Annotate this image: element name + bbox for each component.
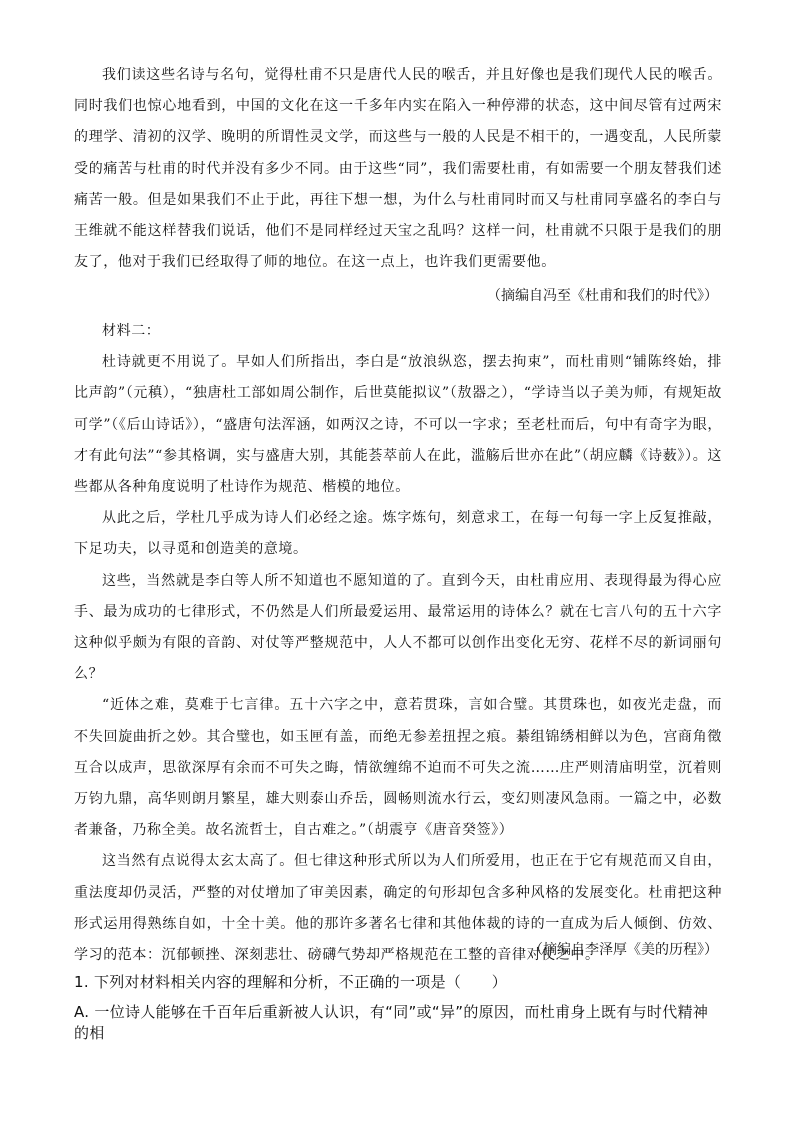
quotation-paragraph: “近体之难，莫难于七言律。五十六字之中，意若贯珠，言如合璧。其贯珠也，如夜光走盘，而不失回旋曲折之妙。其合璧也，如玉匣有盖，而绝无参差扭捏之痕。綦组锦绣相鲜以为色，宫商角徵互合以成声，思欲深厚有余而不可失之晦，情欲缠绵不迫而不可失之流……庄严则清庙明堂，沉着则万钧九鼎，高华则朗月繁星，雄大则泰山乔岳，圆畅则流水行云，变幻则凄风急雨。一篇之中，必数者兼备，乃称全美。故名流哲士，自古难之。”（胡震亨《唐音癸签》） <box>74 697 722 839</box>
paragraph: 这当然有点说得太玄太高了。但七律这种形式所以为人们所爱用，也正在于它有规范而又自由，重法度却仍灵活，严整的对仗增加了审美因素，确定的句形却包含多种风格的发展变化。杜甫把这种形式运用得熟练自如，十全十美。他的那许多著名七律和其他体裁的诗的一直成为后人倾倒、仿效、学习的范本：沉郁顿挫、深刻悲壮、磅礴气势却严格规范在工整的音律对仗之中。 <box>74 853 722 964</box>
passage-part-1 <box>74 60 722 278</box>
material-heading: 材料二： <box>102 323 161 339</box>
question-option-a: A. 一位诗人能够在千百年后重新被人认识，有“同”或“异”的原因，而杜甫身上既有与时代精神的相 <box>74 1003 709 1042</box>
source-citation <box>74 284 722 308</box>
source-text: （摘编自冯至《杜甫和我们的时代》） <box>487 288 718 304</box>
paragraph: 这些，当然就是李白等人所不知道也不愿知道的了。直到今天，由杜甫应用、表现得最为得心应手、最为成功的七律形式，不仍然是人们所最爱运用、最常运用的诗体么？就在七言八句的五十六字这种似乎颇为有限的音韵、对仗等严整规范中，人人不都可以创作出变化无穷、花样不尽的新词丽句么？ <box>74 572 722 683</box>
source-text: （摘编自李泽厚《美的历程》） <box>529 942 718 958</box>
paragraph: 杜诗就更不用说了。早如人们所指出，李白是“放浪纵恣，摆去拘束”，而杜甫则“铺陈终始，排比声韵”（元稹），“独唐杜工部如周公制作，后世莫能拟议”（敖器之），“学诗当以子美为师，有规矩故可学”（《后山诗话》），“盛唐句法浑涵，如两汉之诗，不可以一字求；至老杜而后，句中有奇字为眼，才有此句法”“参其格调，实与盛唐大别，其能荟萃前人在此，滥觞后世亦在此”（胡应麟《诗薮》）。这些都从各种角度说明了杜诗作为规范、楷模的地位。 <box>74 354 722 496</box>
paragraph: 我们读这些名诗与名句，觉得杜甫不只是唐代人民的喉舌，并且好像也是我们现代人民的喉舌。同时我们也惊心地看到，中国的文化在这一千多年内实在陷入一种停滞的状态，这中间尽管有过两宋的理学、清初的汉学、晚明的所谓性灵文学，而这些与一般的人民是不相干的，一遇变乱，人民所蒙受的痛苦与杜甫的时代并没有多少不同。由于这些“同”，我们需要杜甫，有如需要一个朋友替我们述痛苦一般。但是如果我们不止于此，再往下想一想，为什么与杜甫同时而又与杜甫同享盛名的李白与王维就不能这样替我们说话，他们不是同样经过天宝之乱吗？这样一问，杜甫就不只限于是我们的朋友了，他对于我们已经取得了师的地位。在这一点上，也许我们更需要他。 <box>74 67 722 271</box>
paragraph: 从此之后，学杜几乎成为诗人们必经之途。炼字炼句，刻意求工，在每一句每一字上反复推敲，下足功夫，以寻觅和创造美的意境。 <box>74 510 722 558</box>
passage-part-2 <box>74 316 722 971</box>
question-stem: 1. 下列对材料相关内容的理解和分析，不正确的一项是（ ） <box>74 973 508 991</box>
source-citation <box>74 938 722 962</box>
